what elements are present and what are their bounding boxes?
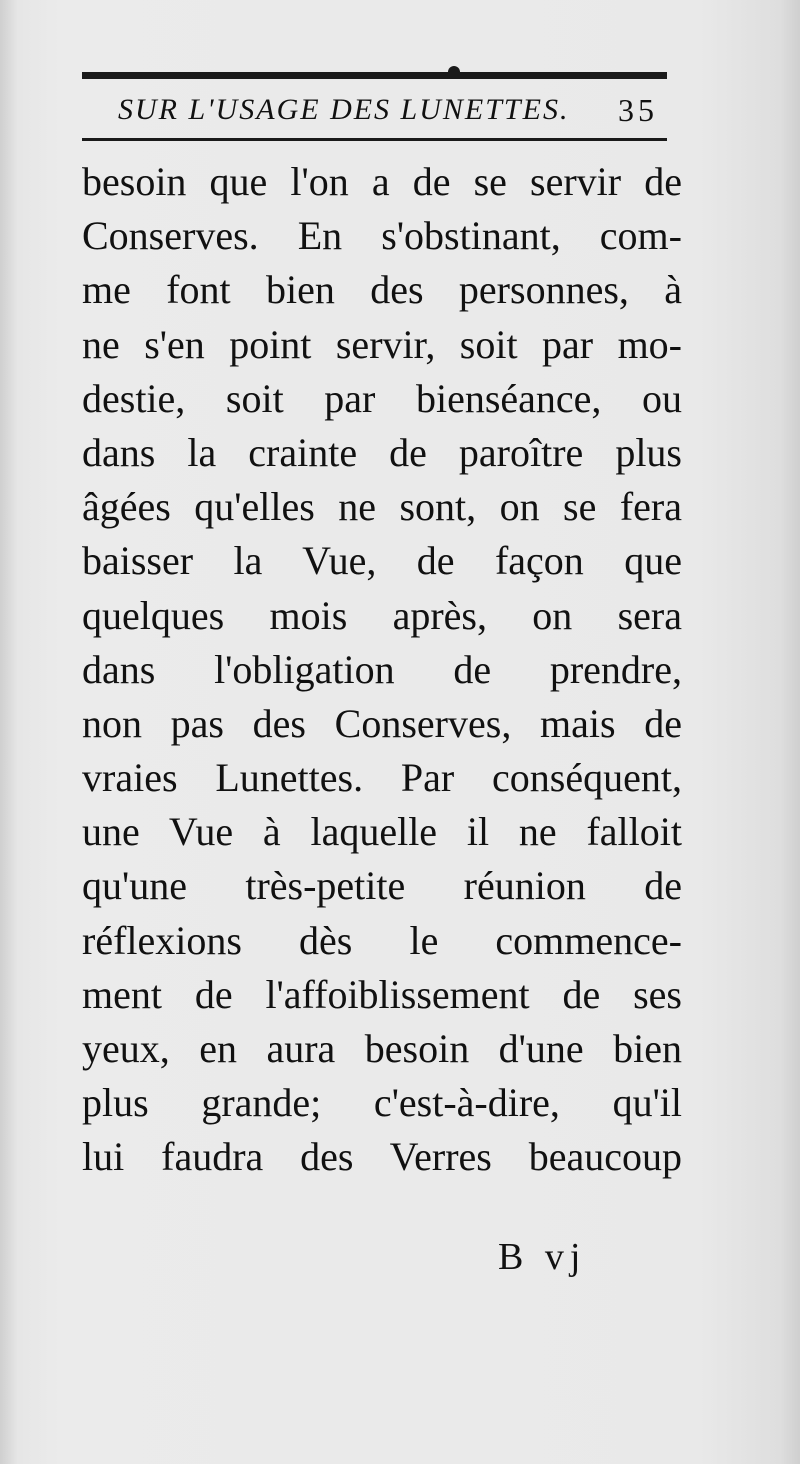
text-line: me font bien des personnes, à (82, 267, 682, 313)
text-line: dans l'obligation de prendre, (82, 646, 682, 692)
running-title: SUR L'USAGE DES LUNETTES. (118, 93, 570, 126)
text-line: baisser la Vue, de façon que (82, 538, 682, 584)
text-line: âgées qu'elles ne sont, on se fera (82, 484, 682, 530)
header-rule-top (82, 72, 667, 79)
text-line: besoin que l'on a de se servir de (82, 159, 682, 204)
text-line: ment de l'affoiblissement de ses (82, 971, 682, 1017)
body-text (82, 155, 682, 1185)
text-line: non pas des Conserves, mais de (82, 700, 682, 746)
text-line: réflexions dès le commence- (82, 917, 682, 963)
header-rule-bottom (82, 138, 667, 141)
text-line: quelques mois après, on sera (82, 592, 682, 638)
text-line: une Vue à laquelle il ne falloit (82, 809, 682, 855)
text-line: vraies Lunettes. Par conséquent, (82, 755, 682, 801)
running-head (118, 86, 678, 134)
text-line: ne s'en point servir, soit par mo- (82, 321, 682, 367)
text-line: lui faudra des Verres beaucoup (82, 1134, 682, 1180)
signature-mark: B vj (498, 1236, 587, 1278)
text-line: yeux, en aura besoin d'une bien (82, 1026, 682, 1071)
text-line: dans la crainte de paroître plus (82, 429, 682, 475)
page-number: 35 (618, 92, 658, 128)
text-line: plus grande; c'est-à-dire, qu'il (82, 1080, 682, 1126)
text-line: destie, soit par bienséance, ou (82, 375, 682, 421)
text-line: qu'une très-petite réunion de (82, 863, 682, 909)
text-line: Conserves. En s'obstinant, com- (82, 213, 682, 259)
